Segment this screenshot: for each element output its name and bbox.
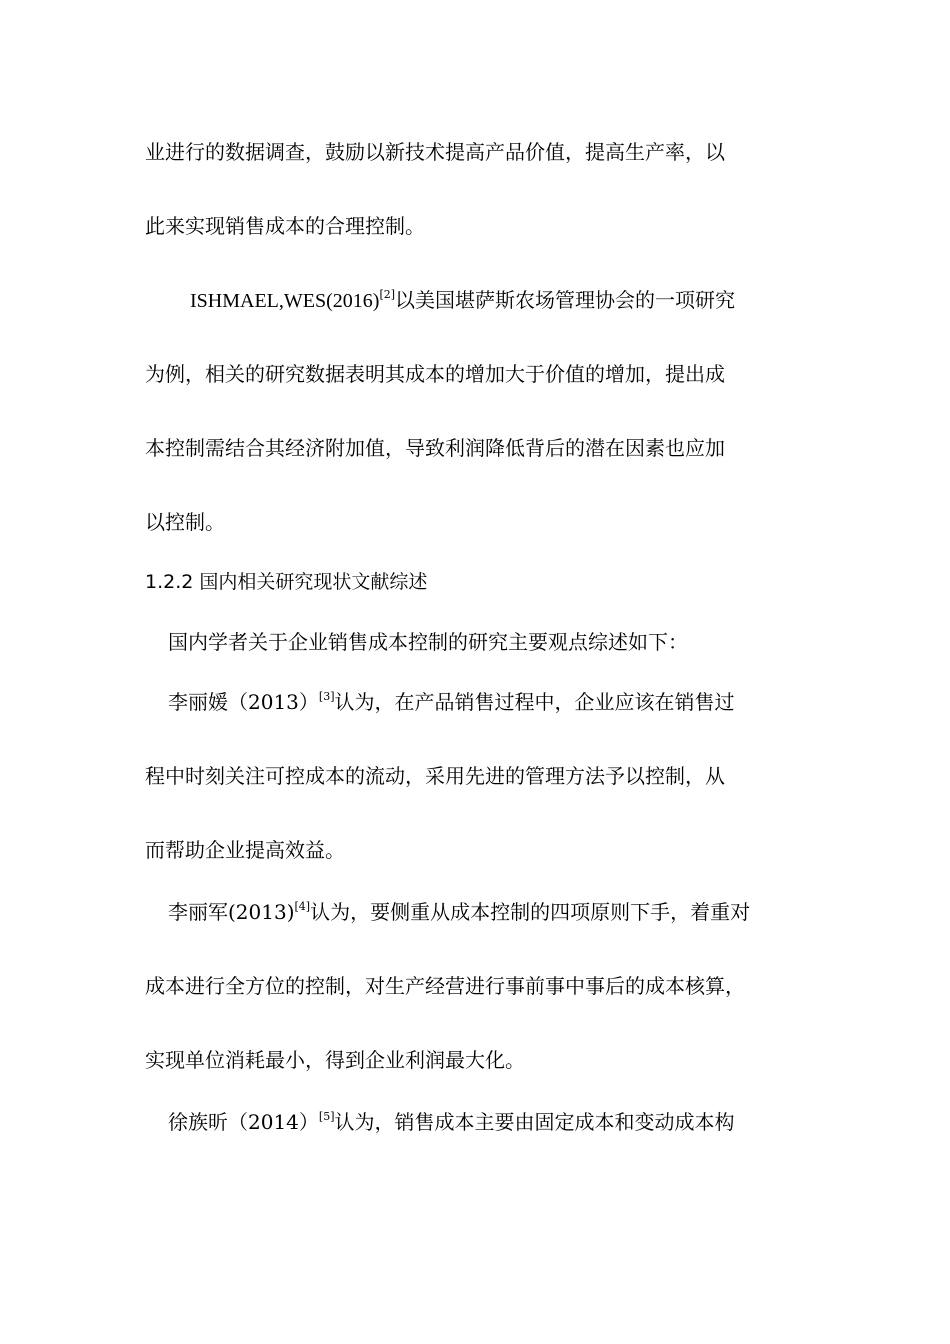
- paragraph-5-line-1: [168, 1108, 735, 1136]
- paragraph-4-line-3: 实现单位消耗最小，得到企业利润最大化。: [145, 1048, 525, 1072]
- citation-author: ISHMAEL,WES(2016): [190, 290, 380, 312]
- paragraph-3-line-1: [168, 688, 735, 716]
- reference-marker: [3]: [318, 690, 335, 703]
- paragraph-5-line-1-text: 认为，销售成本主要由固定成本和变动成本构: [334, 1110, 735, 1134]
- paragraph-1-line-2: 此来实现销售成本的合理控制。: [145, 214, 425, 238]
- paragraph-4-line-2: 成本进行全方位的控制，对生产经营进行事前事中事后的成本核算，: [145, 974, 745, 998]
- intro-line: 国内学者关于企业销售成本控制的研究主要观点综述如下：: [168, 630, 688, 654]
- paragraph-4-line-1: [168, 898, 750, 926]
- paragraph-3-line-3: 而帮助企业提高效益。: [145, 838, 345, 862]
- citation-author: 李丽军(2013): [168, 900, 295, 924]
- reference-marker: [5]: [318, 1110, 335, 1123]
- paragraph-4-line-1-text: 认为，要侧重从成本控制的四项原则下手，着重对: [310, 900, 751, 924]
- paragraph-2-line-2: 为例，相关的研究数据表明其成本的增加大于价值的增加，提出成: [145, 362, 725, 386]
- reference-marker: [2]: [379, 288, 396, 301]
- citation-author: 李丽媛（2013）: [168, 690, 319, 714]
- paragraph-1-line-1: 业进行的数据调查，鼓励以新技术提高产品价值，提高生产率，以: [145, 140, 725, 164]
- paragraph-3-line-2: 程中时刻关注可控成本的流动，采用先进的管理方法予以控制，从: [145, 764, 725, 788]
- paragraph-2-line-1-text: 以美国堪萨斯农场管理协会的一项研究: [395, 288, 736, 312]
- paragraph-2-line-4: 以控制。: [145, 510, 225, 534]
- reference-marker: [4]: [294, 900, 311, 913]
- section-heading: 1.2.2 国内相关研究现状文献综述: [145, 571, 428, 593]
- citation-author: 徐族昕（2014）: [168, 1110, 319, 1134]
- paragraph-2-line-1: [190, 286, 735, 315]
- paragraph-2-line-3: 本控制需结合其经济附加值，导致利润降低背后的潜在因素也应加: [145, 436, 725, 460]
- paragraph-3-line-1-text: 认为，在产品销售过程中，企业应该在销售过: [334, 690, 735, 714]
